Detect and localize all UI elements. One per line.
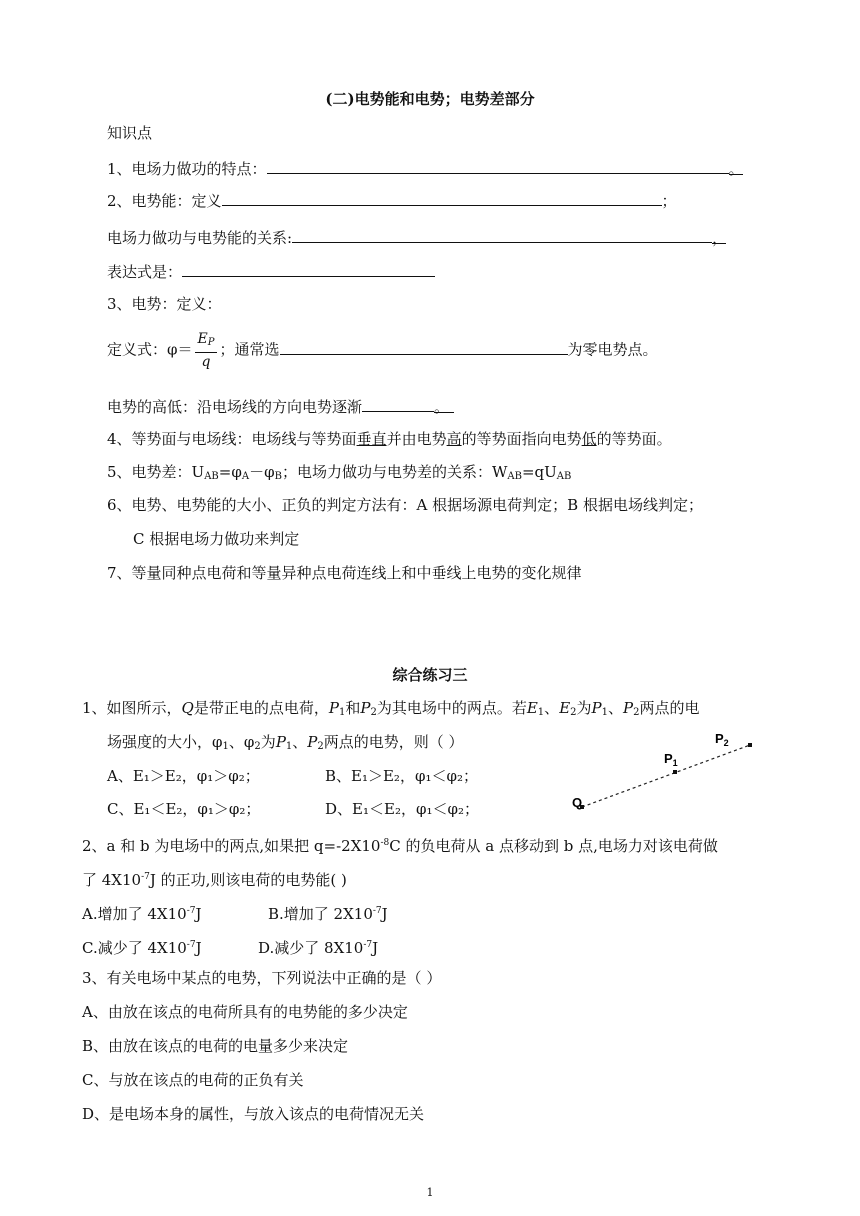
point-p2-marker (748, 743, 752, 747)
field-point-diagram (560, 725, 780, 825)
blank-line (267, 157, 729, 174)
question-2-line-1: 2、a 和 b 为电场中的两点,如果把 $q=-2X10^{-8}C$ 的负电荷从 a 点移动到 b 点,电场力对该电荷做 (82, 837, 718, 855)
section-title: (二)电势能和电势；电势差部分 (325, 90, 535, 108)
blank-line (182, 260, 435, 277)
blank-line-end: 。 (728, 160, 744, 178)
item-6b: C 根据电场力做功来判定 (133, 530, 300, 548)
question-3-option-d: D、是电场本身的属性，与放入该点的电荷情况无关 (82, 1105, 425, 1123)
item-7: 7、等量同种点电荷和等量异种点电荷连线上和中垂线上电势的变化规律 (107, 564, 582, 582)
blank-line (362, 395, 434, 412)
question-2-option-c: C.减少了 $4X10^{-7}J$ (82, 939, 202, 957)
page-number: 1 (426, 1186, 434, 1199)
fraction-ep-over-q: $\frac{E_P}{q}$ (195, 330, 218, 371)
item-1: 1、电场力做功的特点： 。 (107, 157, 743, 180)
item-2: 2、电势能：定义 ； (107, 189, 677, 212)
question-3-option-a: A、由放在该点的电荷所具有的电势能的多少决定 (82, 1003, 408, 1021)
question-3-option-b: B、由放在该点的电荷的电量多少来决定 (82, 1037, 349, 1055)
question-1-line-1: 1、如图所示，Q是带正电的点电荷，$P_1$和$P_2$为其电场中的两点。若$E_1$、$E_2$为$P_1$、$P_2$两点的电 (82, 699, 700, 718)
practice-title: 综合练习三 (392, 666, 468, 684)
item-4: 4、等势面与电场线：电场线与等势面垂直并由电势高的等势面指向电势低的等势面。 (107, 430, 672, 448)
question-2-line-2: 了 $4X10^{-7}J$ 的正功,则该电荷的电势能( ) (82, 871, 347, 889)
point-p1-marker (673, 770, 677, 774)
label-p2: $P_2$ (715, 731, 729, 748)
question-1-line-2: 场强度的大小，$\varphi_1$、$\varphi_2$为$P_1$、$P_2$两点的电势，则（ ） (107, 733, 464, 752)
question-3: 3、有关电场中某点的电势，下列说法中正确的是（ ） (82, 969, 442, 987)
question-1-option-d: D、E₁＜E₂，φ₁＜φ₂； (325, 800, 479, 818)
item-3c: 电势的高低：沿电场线的方向电势逐渐 。 (107, 395, 454, 418)
question-1-option-c: C、E₁＜E₂，φ₁＞φ₂； (107, 800, 261, 818)
item-2b: 电场力做功与电势能的关系: ， (107, 226, 726, 249)
label-p1: $P_1$ (664, 751, 678, 768)
question-1-option-a: A、E₁＞E₂，φ₁＞φ₂； (107, 767, 260, 785)
blank-line (222, 189, 662, 206)
question-3-option-c: C、与放在该点的电荷的正负有关 (82, 1071, 304, 1089)
question-2-option-a: A.增加了 $4X10^{-7}J$ (82, 905, 202, 923)
blank-line (292, 226, 712, 243)
item-3b: 定义式：φ＝ $\frac{E_P}{q}$ ；通常选 为零电势点。 (107, 331, 658, 370)
question-1-option-b: B、E₁＞E₂，φ₁＜φ₂； (325, 767, 478, 785)
item-2c: 表达式是： (107, 260, 435, 283)
item-5: 5、电势差：$U_{AB}=\varphi_A-\varphi_B$；电场力做功与电势差的关系：$W_{AB}=qU_{AB}$ (107, 463, 572, 482)
question-2-option-b: B.增加了 $2X10^{-7}J$ (268, 905, 388, 923)
knowledge-label: 知识点 (107, 124, 153, 142)
question-2-option-d: D.减少了 $8X10^{-7}J$ (258, 939, 379, 957)
blank-line (280, 338, 568, 355)
item-3: 3、电势：定义： (107, 295, 222, 313)
item-6: 6、电势、电势能的大小、正负的判定方法有：A 根据场源电荷判定；B 根据电场线判定； (107, 496, 703, 514)
label-q: Q (572, 795, 583, 810)
